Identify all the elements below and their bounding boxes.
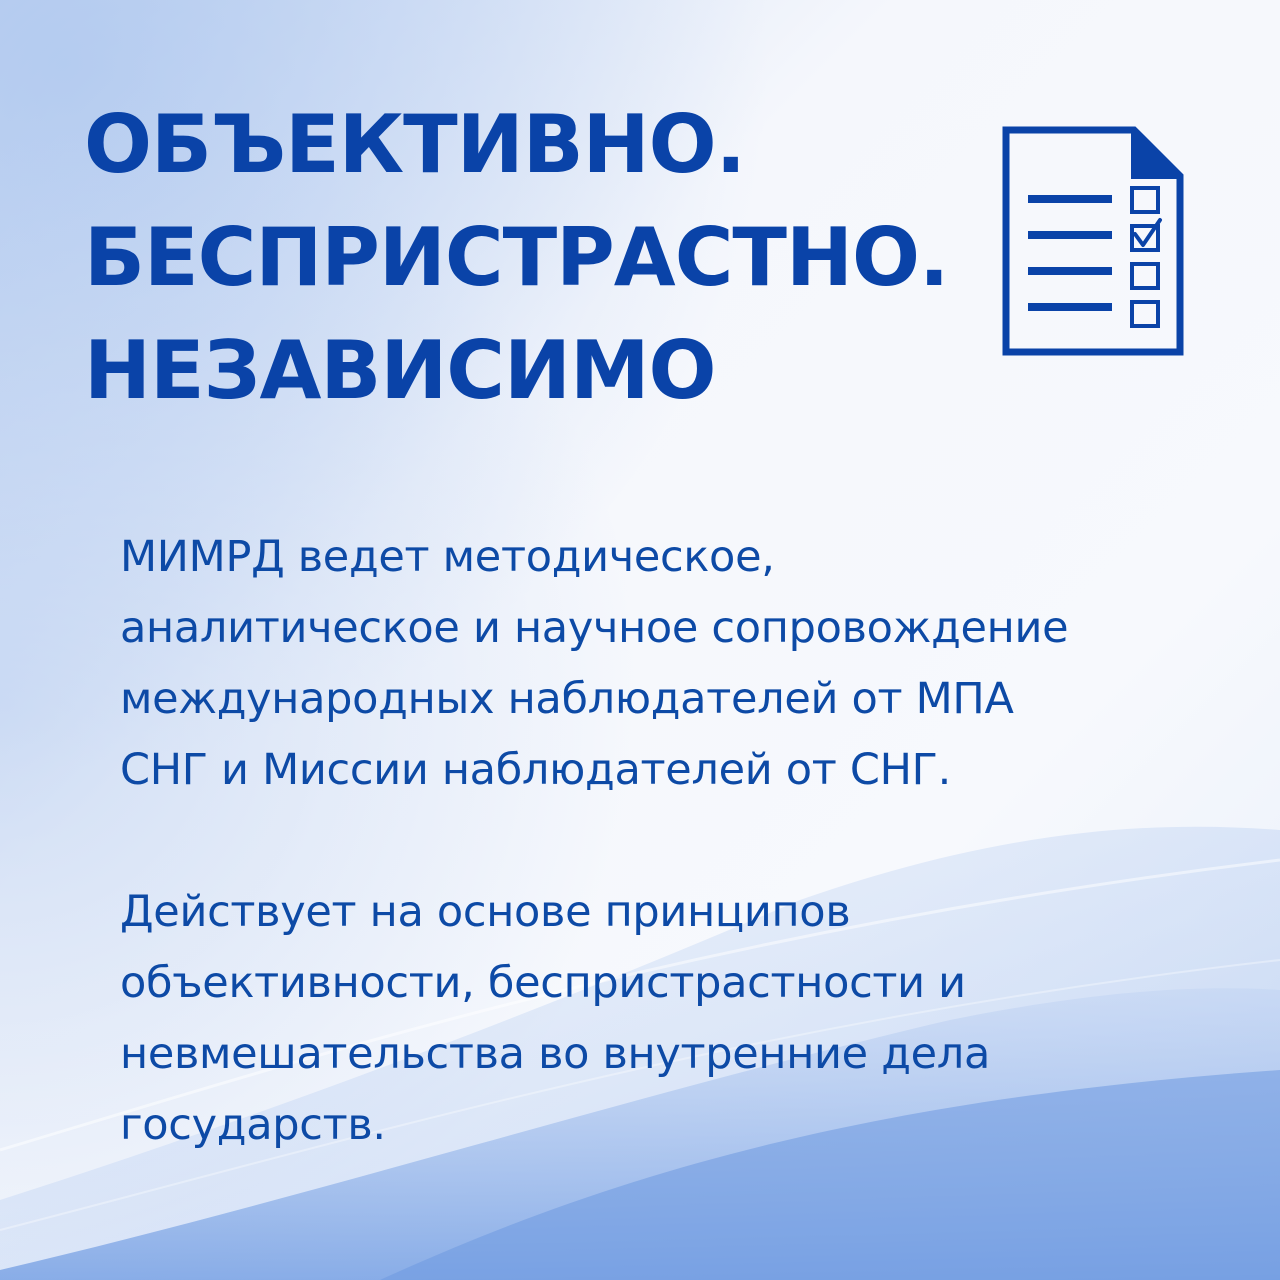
text-line: СНГ и Миссии наблюдателей от СНГ. xyxy=(120,745,951,795)
paragraph-first xyxy=(120,522,1180,806)
headline-line: БЕСПРИСТРАСТНО. xyxy=(84,211,949,304)
text-line: МИМРД ведет методическое, xyxy=(120,532,775,582)
headline xyxy=(84,88,964,427)
text-line: невмешательства во внутренние дела xyxy=(120,1029,991,1079)
text-line: международных наблюдателей от МПА xyxy=(120,674,1014,724)
text-line: Действует на основе принципов xyxy=(120,887,851,937)
document-checklist-icon xyxy=(1000,124,1190,362)
paragraph-second xyxy=(120,877,1180,1161)
text-line: объективности, беспристрастности и xyxy=(120,958,966,1008)
headline-line: НЕЗАВИСИМО xyxy=(84,324,716,417)
headline-line: ОБЪЕКТИВНО. xyxy=(84,98,746,191)
text-line: аналитическое и научное сопровождение xyxy=(120,603,1069,653)
body-text xyxy=(120,522,1180,1161)
text-line: государств. xyxy=(120,1100,386,1150)
